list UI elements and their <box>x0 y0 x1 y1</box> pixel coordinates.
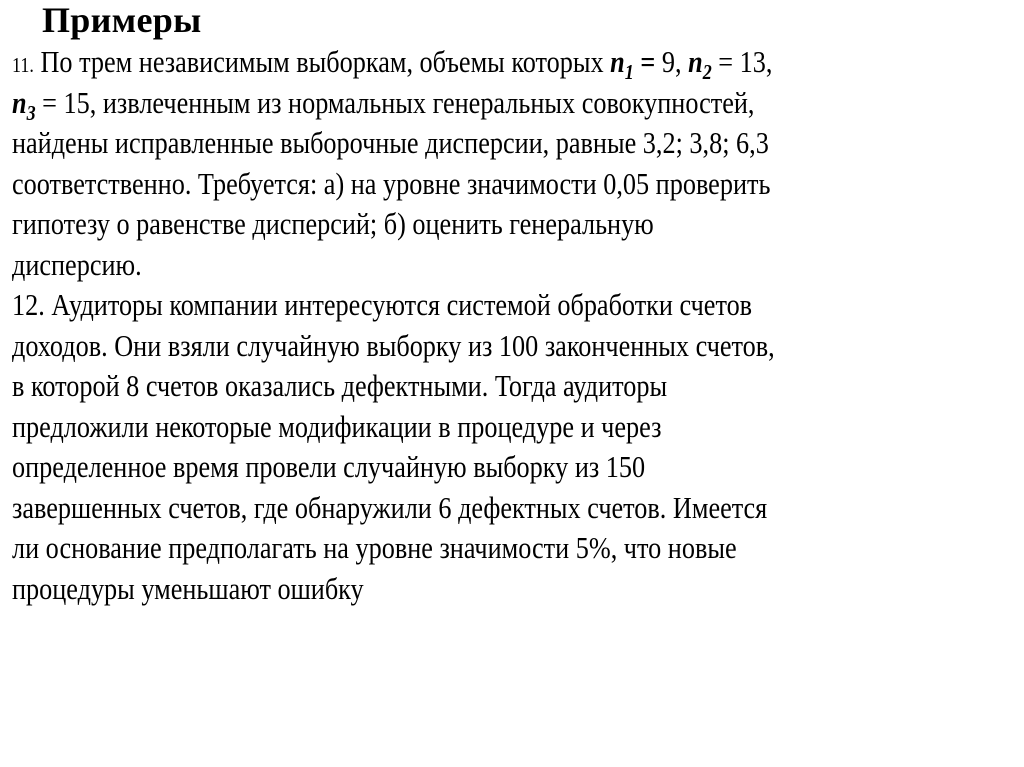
subscript-1: 1 <box>624 60 634 84</box>
slide-title: Примеры <box>42 0 202 40</box>
variable-n2: n <box>688 45 703 79</box>
problem-11-line-2 <box>12 83 1018 124</box>
problem-12-line-3: в которой 8 счетов оказались дефектными. Тогда аудиторы <box>12 369 668 403</box>
variable-n3: n <box>12 85 27 120</box>
problem-11-line-1 <box>12 42 1018 83</box>
subscript-3: 3 <box>26 100 36 125</box>
problem-12-line-2: доходов. Они взяли случайную выборку из 100 законченных счетов, <box>12 328 775 363</box>
problem-11-line-3: найдены исправленные выборочные дисперсии, равные 3,2; 3,8; 6,3 <box>12 126 769 160</box>
problem-11-line-6: дисперсию. <box>12 247 142 282</box>
problem-12-line-6: завершенных счетов, где обнаружили 6 дефектных счетов. Имеется <box>12 490 768 525</box>
problem-12-line-4: предложили некоторые модификации в процедуре и через <box>12 409 662 444</box>
problem-11-text: По трем независимым выборкам, объемы которых <box>33 45 611 79</box>
n1-equals: = <box>633 45 662 79</box>
n2-equals: = 13, <box>711 45 773 79</box>
problem-11-number: 11. <box>12 53 34 77</box>
variable-n1: n <box>610 45 625 79</box>
n1-value: 9, <box>661 45 689 79</box>
problem-11-text-2: = 15, извлеченным из нормальных генеральных совокупностей, <box>35 85 755 120</box>
problem-12-line-8: процедуры уменьшают ошибку <box>12 571 364 606</box>
problem-12-line-1: 12. Аудиторы компании интересуются системой обработки счетов <box>12 288 753 322</box>
problem-11-line-4: соответственно. Требуется: а) на уровне значимости 0,05 проверить <box>12 166 771 201</box>
slide-body <box>12 42 1018 609</box>
subscript-2: 2 <box>702 60 712 84</box>
problem-12-line-7: ли основание предполагать на уровне значимости 5%, что новые <box>12 531 737 565</box>
problem-12-line-5: определенное время провели случайную выборку из 150 <box>12 450 646 484</box>
problem-11-line-5: гипотезу о равенстве дисперсий; б) оценить генеральную <box>12 207 654 241</box>
